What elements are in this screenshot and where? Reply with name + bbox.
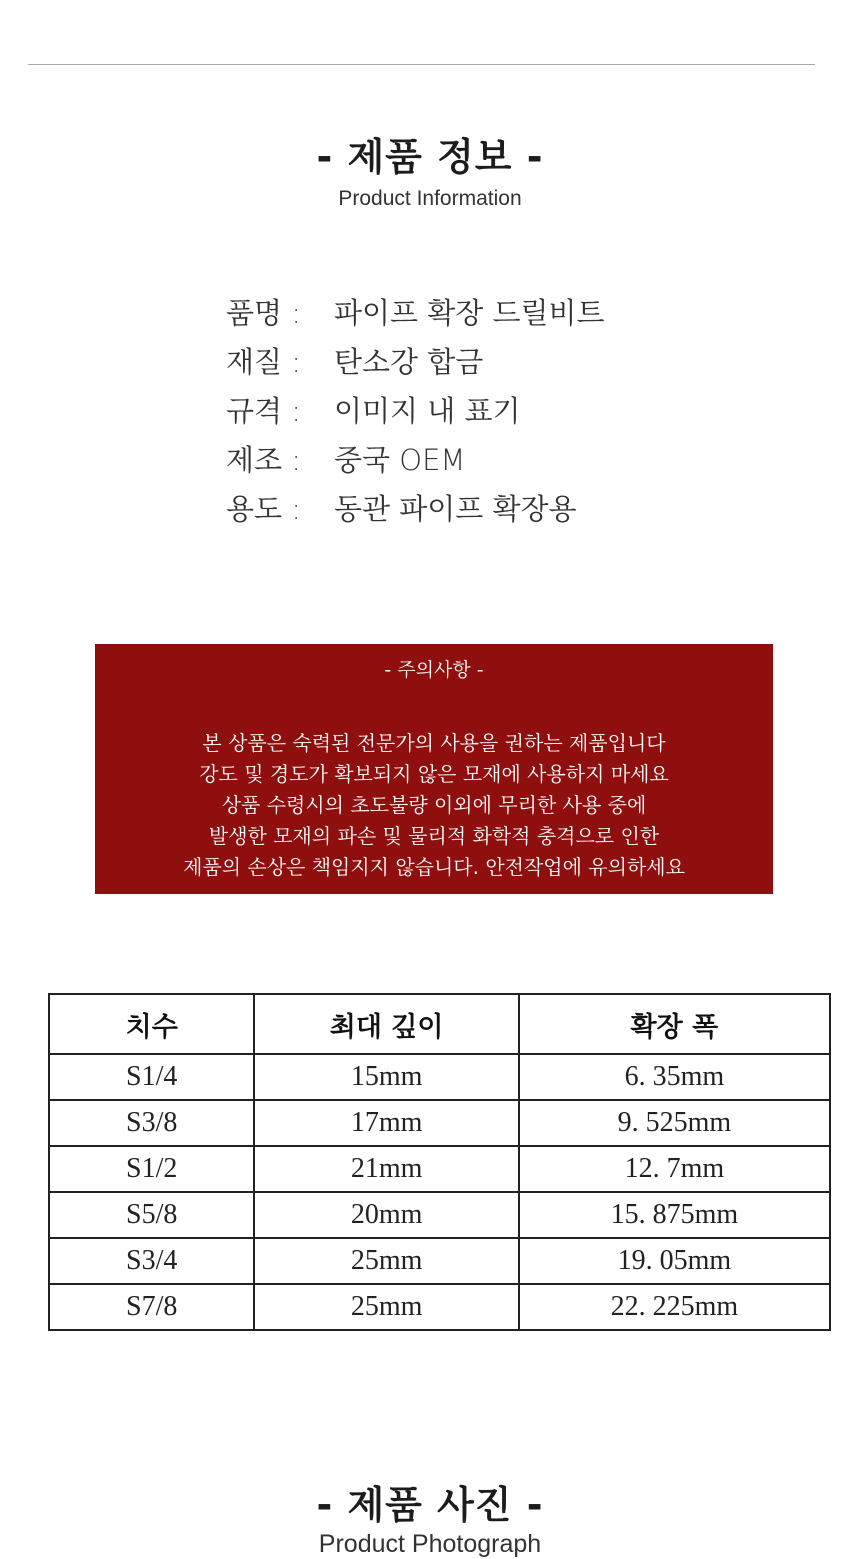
caution-line: 제품의 손상은 책임지지 않습니다. 안전작업에 유의하세요 xyxy=(183,855,685,879)
table-row xyxy=(49,1284,830,1330)
info-row xyxy=(226,336,605,385)
column-header-size: 치수 xyxy=(49,994,254,1054)
table-row xyxy=(49,1054,830,1100)
cell-size: S5/8 xyxy=(49,1192,254,1238)
cell-size: S1/2 xyxy=(49,1146,254,1192)
cell-expansion-width: 19. 05mm xyxy=(519,1238,830,1284)
caution-line: 발생한 모재의 파손 및 물리적 화학적 충격으로 인한 xyxy=(208,824,660,848)
caution-line: 강도 및 경도가 확보되지 않은 모재에 사용하지 마세요 xyxy=(199,762,669,786)
photo-section-subtitle: Product Photograph xyxy=(318,1530,542,1558)
info-label: 규격 : xyxy=(226,394,302,428)
info-label: 재질 : xyxy=(226,345,302,379)
info-value: 동관 파이프 확장용 xyxy=(334,492,577,526)
cell-max-depth: 17mm xyxy=(254,1100,518,1146)
table-row xyxy=(49,1100,830,1146)
cell-max-depth: 15mm xyxy=(254,1054,518,1100)
info-row xyxy=(226,483,605,532)
info-label: 품명 : xyxy=(226,296,302,330)
caution-line: 상품 수령시의 초도불량 이외에 무리한 사용 중에 xyxy=(221,793,647,817)
caution-line: 본 상품은 숙력된 전문가의 사용을 권하는 제품입니다 xyxy=(202,731,666,755)
cell-expansion-width: 6. 35mm xyxy=(519,1054,830,1100)
caution-text xyxy=(95,728,773,883)
info-label: 용도 : xyxy=(226,492,302,526)
photo-section-title: - 제품 사진 - xyxy=(316,1483,544,1527)
cell-expansion-width: 9. 525mm xyxy=(519,1100,830,1146)
product-info-list xyxy=(226,287,605,532)
cell-max-depth: 20mm xyxy=(254,1192,518,1238)
info-value: 이미지 내 표기 xyxy=(334,394,521,428)
table-row xyxy=(49,1238,830,1284)
cell-size: S7/8 xyxy=(49,1284,254,1330)
info-value: 탄소강 합금 xyxy=(334,345,484,379)
info-section-title: - 제품 정보 - xyxy=(316,135,544,179)
info-row xyxy=(226,385,605,434)
cell-max-depth: 25mm xyxy=(254,1284,518,1330)
caution-box xyxy=(95,644,773,894)
column-header-expansion-width: 확장 폭 xyxy=(519,994,830,1054)
spec-table xyxy=(48,993,831,1331)
table-header-row xyxy=(49,994,830,1054)
cell-max-depth: 21mm xyxy=(254,1146,518,1192)
top-divider xyxy=(28,64,815,65)
info-label: 제조 : xyxy=(226,443,302,477)
table-row xyxy=(49,1146,830,1192)
cell-size: S3/8 xyxy=(49,1100,254,1146)
cell-expansion-width: 15. 875mm xyxy=(519,1192,830,1238)
caution-title: - 주의사항 - xyxy=(384,659,484,681)
info-value: 중국 OEM xyxy=(334,443,466,477)
cell-expansion-width: 12. 7mm xyxy=(519,1146,830,1192)
column-header-max-depth: 최대 깊이 xyxy=(254,994,518,1054)
cell-size: S1/4 xyxy=(49,1054,254,1100)
table-row xyxy=(49,1192,830,1238)
cell-max-depth: 25mm xyxy=(254,1238,518,1284)
cell-size: S3/4 xyxy=(49,1238,254,1284)
info-row xyxy=(226,434,605,483)
cell-expansion-width: 22. 225mm xyxy=(519,1284,830,1330)
info-section-subtitle: Product Information xyxy=(338,187,522,210)
info-value: 파이프 확장 드릴비트 xyxy=(334,296,605,330)
info-row xyxy=(226,287,605,336)
